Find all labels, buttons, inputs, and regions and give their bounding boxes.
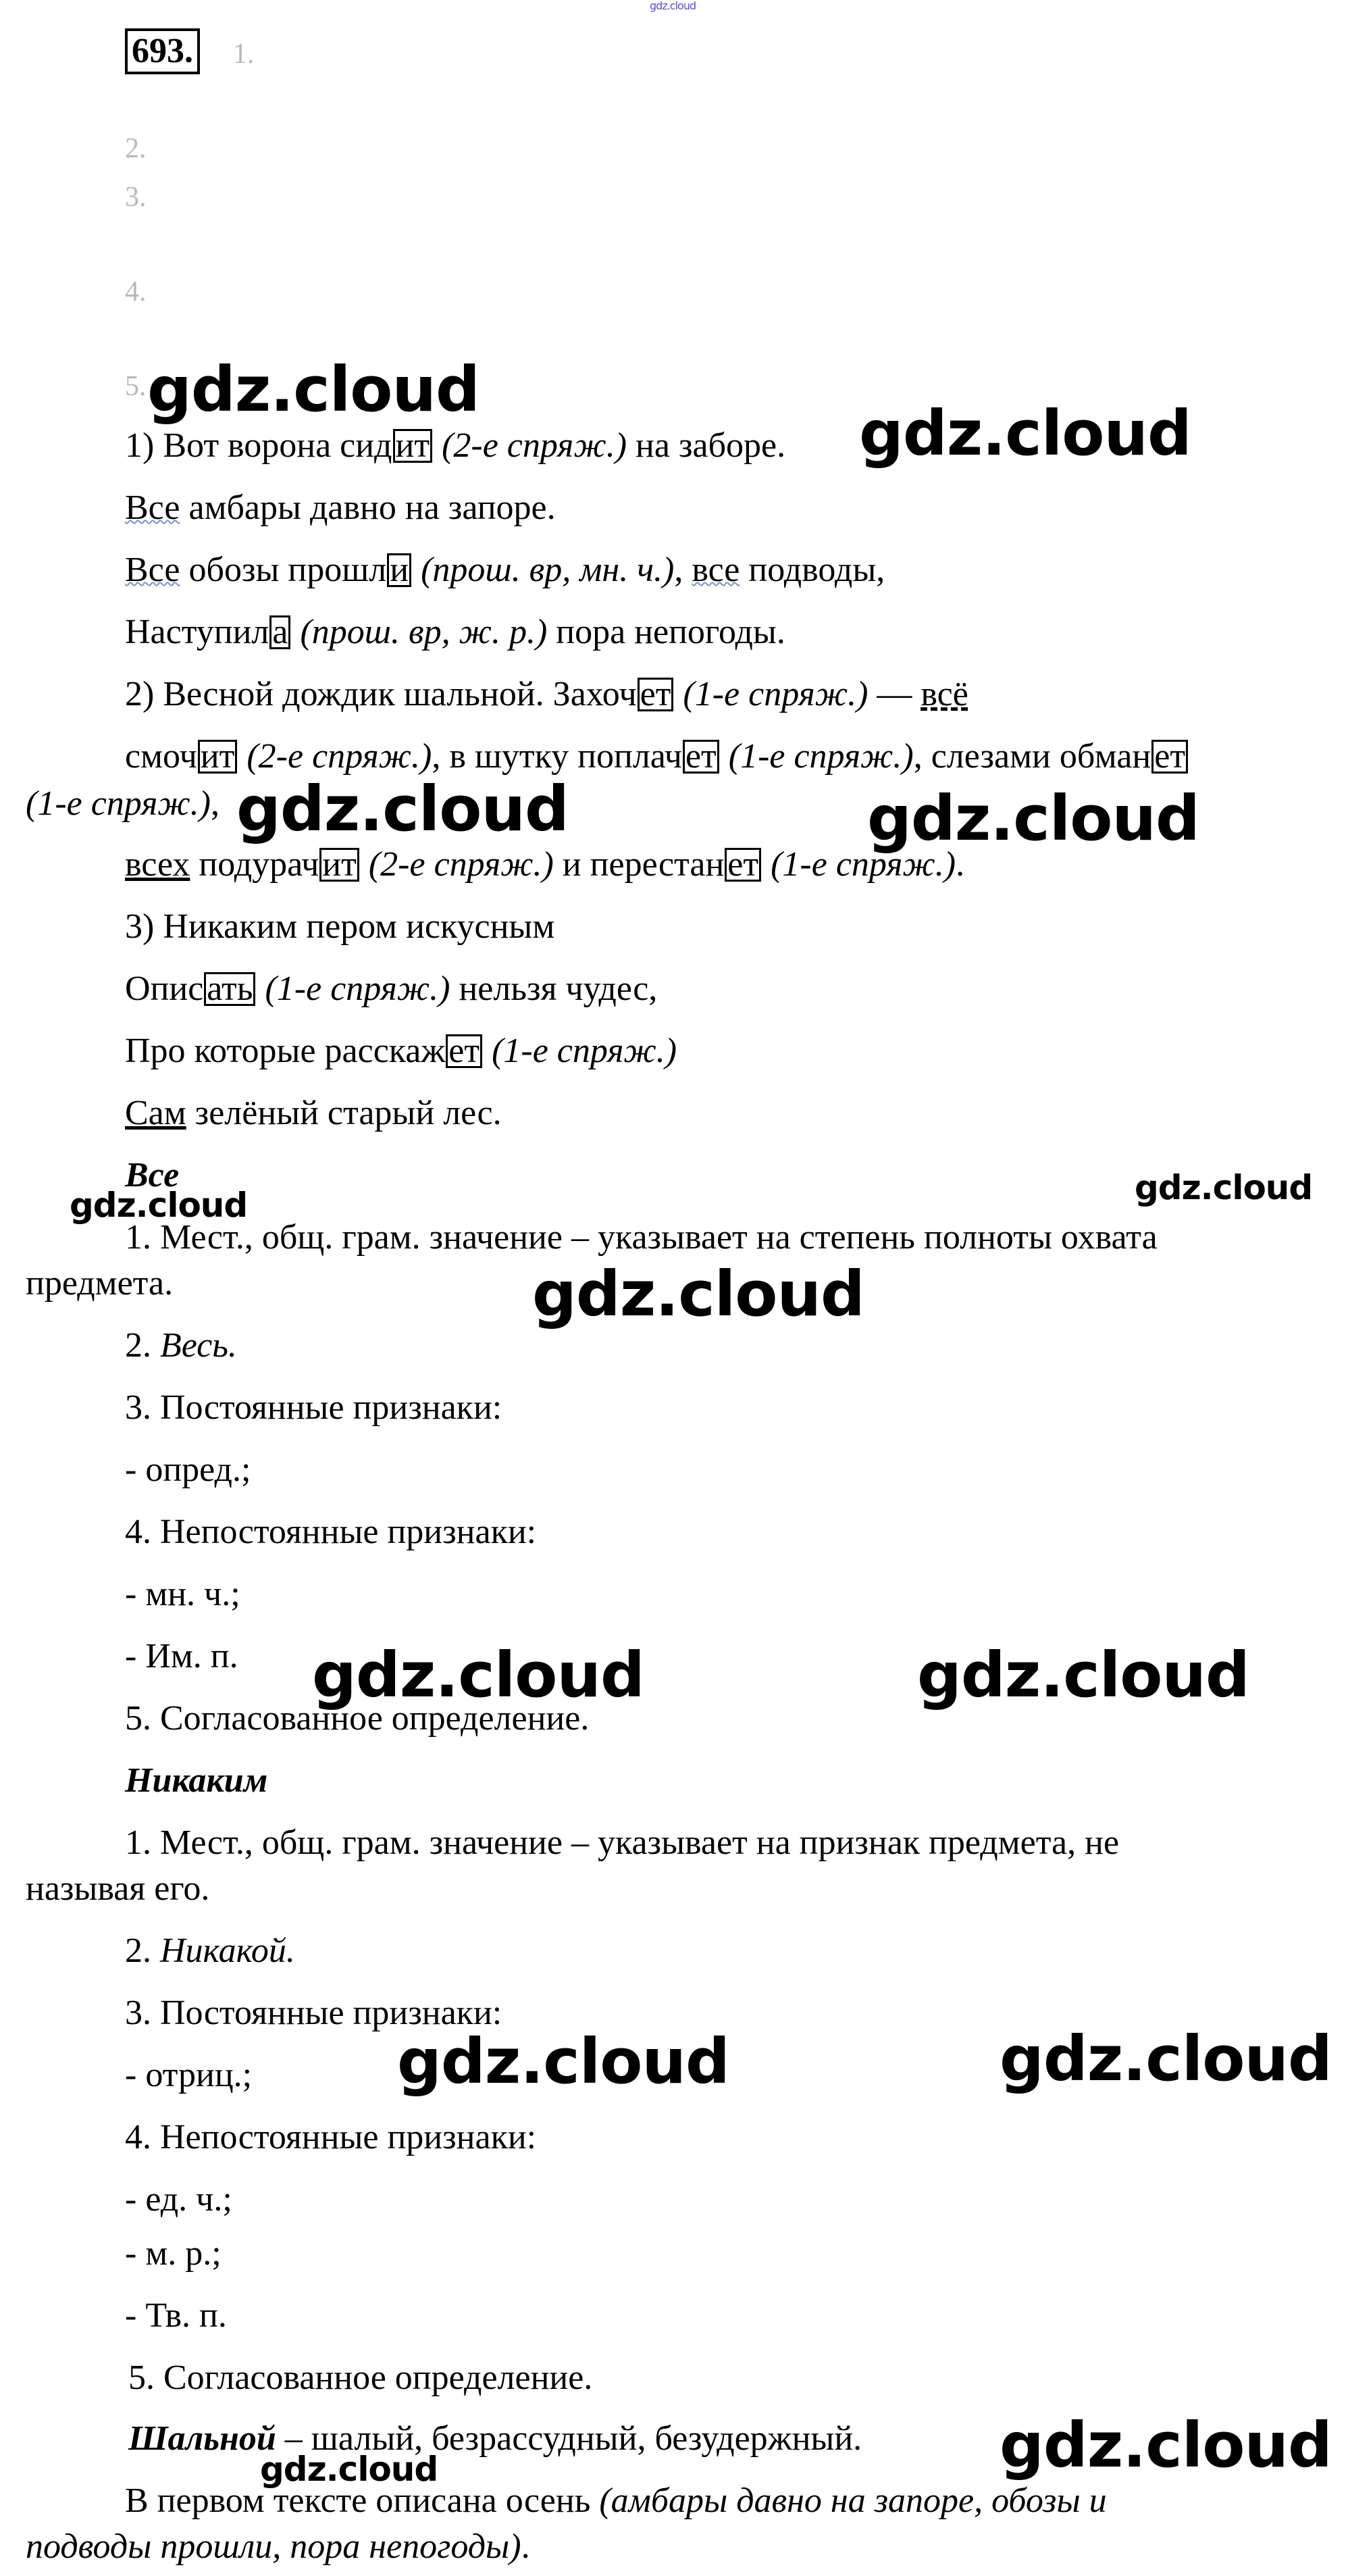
nikakim-item-1-cont: называя его. <box>26 1869 210 1908</box>
poem-line-11: Про которые расскажет (1-е спряж.) <box>125 1032 677 1070</box>
poem-line-9: 3) Никаким пером искусным <box>125 907 555 946</box>
watermark-9: gdz.cloud <box>917 1639 1249 1711</box>
vse-item-4: - опред.; <box>125 1450 251 1489</box>
watermark-7: gdz.cloud <box>532 1258 864 1330</box>
conclusion-line-1: В первом тексте описана осень (амбары давно на запоре, обозы и <box>125 2481 1107 2520</box>
poem-line-12: Сам зелёный старый лес. <box>125 1094 502 1132</box>
nikakim-item-4: - отриц.; <box>125 2056 253 2094</box>
vse-item-6: - мн. ч.; <box>125 1575 240 1613</box>
section-title-nikakim: Никаким <box>125 1761 268 1800</box>
outline-item-3: 3. <box>125 182 147 213</box>
watermark-13: gdz.cloud <box>260 2450 438 2489</box>
definition-shalnoy: Шальной – шалый, безрассудный, безудержный. <box>128 2419 862 2458</box>
poem-line-3: Все обозы прошли (прош. вр, мн. ч.), все подводы, <box>125 551 885 589</box>
section-title-vse: Все <box>125 1156 180 1194</box>
poem-line-5: 2) Весной дождик шальной. Захочет (1-е спряж.) — всё <box>125 675 968 713</box>
poem-line-4: Наступила (прош. вр, ж. р.) пора непогоды. <box>125 613 785 651</box>
outline-item-5: 5. <box>125 371 147 402</box>
watermark-5: gdz.cloud <box>1135 1168 1313 1207</box>
watermark-6: gdz.cloud <box>70 1186 248 1225</box>
header-watermark: gdz.cloud <box>650 0 696 12</box>
outline-item-4: 4. <box>125 276 147 307</box>
poem-line-1: 1) Вот ворона сидит (2-е спряж.) на заборе. <box>125 426 786 465</box>
outline-item-1: 1. <box>233 39 255 70</box>
nikakim-item-5: 4. Непостоянные признаки: <box>125 2118 537 2156</box>
watermark-4: gdz.cloud <box>867 782 1199 855</box>
watermark-10: gdz.cloud <box>397 2025 729 2098</box>
vse-item-8: 5. Согласованное определение. <box>125 1699 590 1738</box>
task-number: 693. <box>125 28 200 74</box>
poem-line-6: смочит (2-е спряж.), в шутку поплачет (1-е спряж.), слезами обманет <box>125 736 1189 777</box>
outline-item-2: 2. <box>125 133 147 164</box>
poem-line-8: всех подурачит (2-е спряж.) и перестанет (1-е спряж.). <box>125 845 965 884</box>
poem-line-10: Описать (1-е спряж.) нельзя чудес, <box>125 969 658 1008</box>
vse-item-5: 4. Непостоянные признаки: <box>125 1513 537 1551</box>
vse-item-3: 3. Постоянные признаки: <box>125 1388 502 1427</box>
poem-line-7: (1-е спряж.), <box>26 784 219 823</box>
nikakim-item-1: 1. Мест., общ. грам. значение – указывает на признак предмета, не <box>125 1823 1120 1862</box>
nikakim-item-6: - ед. ч.; <box>125 2180 232 2219</box>
watermark-8: gdz.cloud <box>312 1639 644 1711</box>
nikakim-item-7: - м. р.; <box>125 2234 222 2273</box>
watermark-12: gdz.cloud <box>1000 2409 1332 2481</box>
nikakim-item-3: 3. Постоянные признаки: <box>125 1994 502 2032</box>
poem-line-2: Все амбары давно на запоре. <box>125 488 556 527</box>
vse-item-1: 1. Мест., общ. грам. значение – указывает на степень полноты охвата <box>125 1218 1158 1257</box>
nikakim-item-8: - Тв. п. <box>125 2296 227 2335</box>
watermark-3: gdz.cloud <box>236 773 569 845</box>
nikakim-item-9: 5. Согласованное определение. <box>128 2358 593 2397</box>
conclusion-line-2: подводы прошли, пора непогоды). <box>26 2527 530 2566</box>
watermark-2: gdz.cloud <box>859 397 1191 470</box>
vse-item-2: 2. Весь. <box>125 1326 237 1365</box>
watermark-11: gdz.cloud <box>1000 2023 1332 2095</box>
vse-item-1-cont: предмета. <box>26 1264 174 1303</box>
watermark-1: gdz.cloud <box>147 353 479 426</box>
vse-item-7: - Им. п. <box>125 1637 238 1675</box>
nikakim-item-2: 2. Никакой. <box>125 1931 295 1970</box>
